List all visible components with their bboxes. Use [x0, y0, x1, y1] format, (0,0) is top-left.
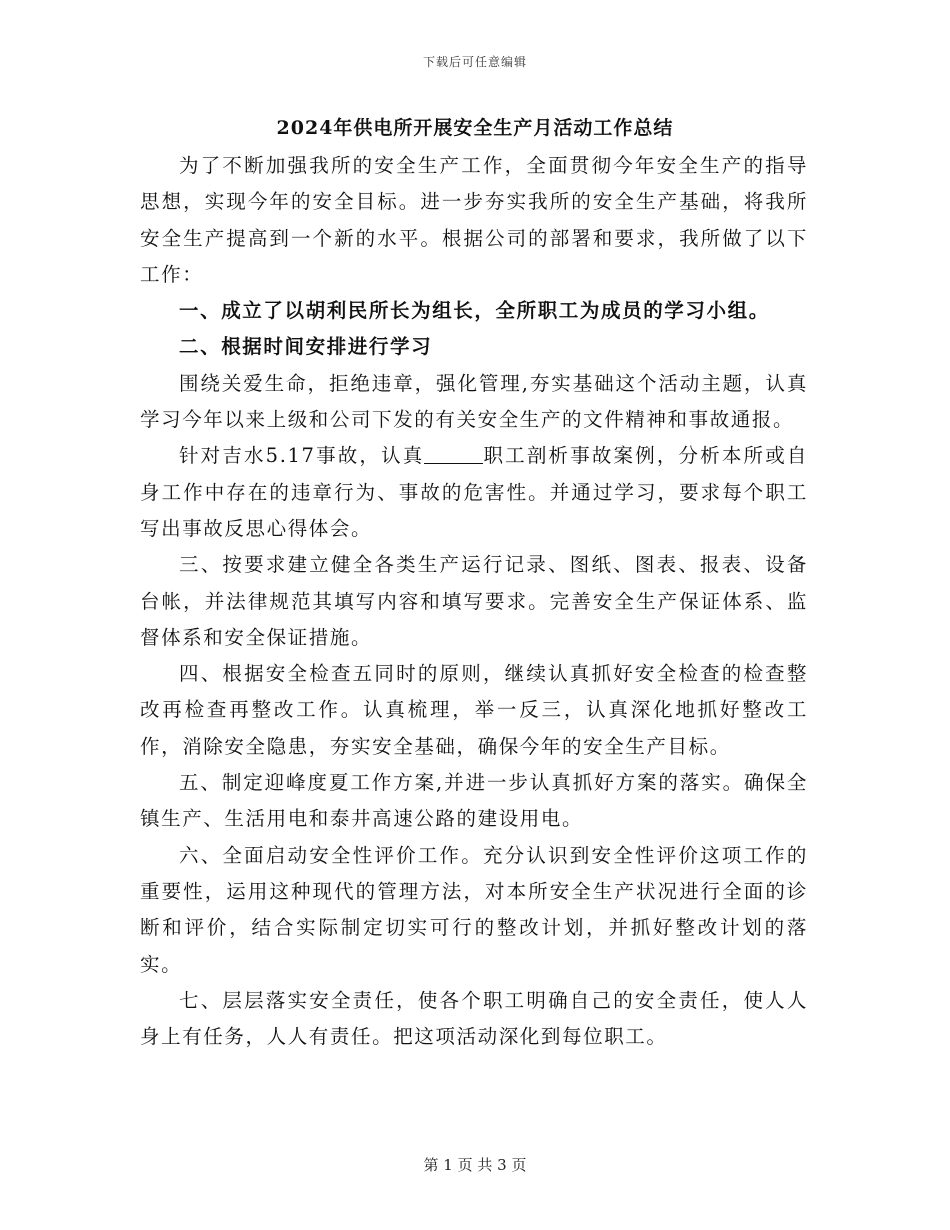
- section-7-paragraph: 七、层层落实安全责任，使各个职工明确自己的安全责任，使人人身上有任务，人人有责任。把这项活动深化到每位职工。: [140, 988, 808, 1049]
- accident-text-before: 针对吉水5.17事故，认真: [179, 444, 425, 468]
- section-6-paragraph: 六、全面启动安全性评价工作。充分认识到安全性评价这项工作的重要性，运用这种现代的管理方法，对本所安全生产状况进行全面的诊断和评价，结合实际制定切实可行的整改计划，并抓好整改计划的落实。: [140, 843, 808, 976]
- section-2-heading: 二、根据时间安排进行学习: [179, 335, 433, 359]
- accident-text-after: 职工剖析事故案例，分析本所或自身工作中存在的违章行为、事故的危害性。并通过学习，要求每个职工写出事故反思心得体会。: [140, 444, 808, 540]
- section-1-heading: 一、成立了以胡利民所长为组长，全所职工为成员的学习小组。: [179, 299, 770, 323]
- document-title: 2024年供电所开展安全生产月活动工作总结: [276, 117, 674, 139]
- section-3-paragraph: 三、按要求建立健全各类生产运行记录、图纸、图表、报表、设备台帐，并法律规范其填写内容和填写要求。完善安全生产保证体系、监督体系和安全保证措施。: [140, 553, 808, 649]
- intro-paragraph: 为了不断加强我所的安全生产工作，全面贯彻今年安全生产的指导思想，实现今年的安全目标。进一步夯实我所的安全生产基础，将我所安全生产提高到一个新的水平。根据公司的部署和要求，我所做了以下工作：: [140, 154, 808, 286]
- page-header-note: 下载后可任意编辑: [422, 55, 527, 69]
- fill-in-blank: [424, 444, 483, 465]
- accident-paragraph: [140, 438, 808, 547]
- section-4-paragraph: 四、根据安全检查五同时的原则，继续认真抓好安全检查的检查整改再检查再整改工作。认真梳理，举一反三，认真深化地抓好整改工作，消除安全隐患，夯实安全基础，确保今年的安全生产目标。: [140, 662, 808, 758]
- page-number-footer: 第 1 页 共 3 页: [423, 1156, 527, 1174]
- section-5-paragraph: 五、制定迎峰度夏工作方案,并进一步认真抓好方案的落实。确保全镇生产、生活用电和泰井高速公路的建设用电。: [140, 771, 808, 831]
- document-body: [140, 148, 808, 1055]
- section-2-paragraph: 围绕关爱生命，拒绝违章，强化管理,夯实基础这个活动主题，认真学习今年以来上级和公司下发的有关安全生产的文件精神和事故通报。: [140, 371, 808, 432]
